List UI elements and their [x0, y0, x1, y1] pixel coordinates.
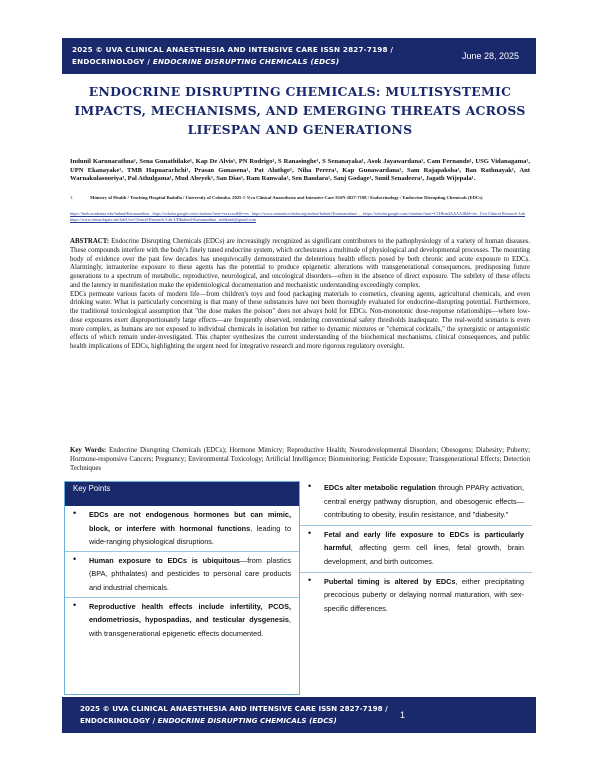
keywords [70, 447, 530, 474]
footer-line1: 2025 © UVA CLINICAL ANAESTHESIA AND INTENSIVE CARE ISSN 2827-7198 / [80, 704, 388, 713]
keywords-text: Endocrine Disrupting Chemicals (EDCs); Hormone Mimicry; Reproductive Health; Neurodevelopmental Disorders; Obesogens; Diabesity; Puberty; Hormone-responsive Cancers; Pregnancy; Environmental Toxicology; Artificial Intelligence; Biomonitoring; Pesticide Exposure; Transgenerational Effects; Detection Techniques [70, 447, 530, 472]
author-list: Indunil Karunarathna¹, Sena Gunathilake¹, Kap De Alvis¹, PN Rodrigo¹, S Ranasinghe¹, S Senanayaka¹, Asok Jayawardana¹, Cam Fernando¹, USG Vidanagama¹, UPN Ekanayake¹, TMB Hapuarachchi¹, Prasan Gunasena¹, Pat Aluthge¹, Niha Perera¹, Kap Gunawardana¹, Sam Rajapaksha¹, Ban Rathnayak¹, Ant Warnakulasooriya¹, Pal Athulgama¹, Mud Abeyek¹, San Dias¹, Ram Ranwala¹, Sen Bandara¹, Sanj Godage¹, Sunil Senadeera¹, Jagath Wijepala¹. [70, 158, 530, 183]
key-point-item [300, 479, 532, 525]
footer-line2-prefix: ENDOCRINOLOGY / [80, 716, 158, 725]
abstract-paragraph-2: EDCs permeate various facets of modern life—from children's toys and food packaging materials to cosmetics, cleaning agents, agricultural chemicals, and even drinking water. What is particularly concerning is that many of these substances have not been thoroughly evaluated for endocrine-disrupting potential. Furthermore, the traditional toxicological assumption that "the dose makes the poison" does not always hold for EDCs. Non-monotonic dose-response relationships—where low-dose exposures exert disproportionately large effects—are frequently observed, rendering conventional safety thresholds inadequate. The real-world scenario is even more complex, as humans are not exposed to individual chemicals in isolation but rather to dynamic mixtures or "chemical cocktails," the synergistic or antagonistic effects of which remain under-investigated. This chapter synthesizes the current understanding of the biochemical mechanisms, clinical consequences, and public health implications of EDCs, highlighting the urgent need for integrative research and more rigorous regulatory oversight. [70, 290, 530, 350]
key-point-bold: EDCs are not endogenous hormones but can mimic, block, or interfere with hormonal functions [89, 510, 291, 533]
key-point-bold: Fetal and early life exposure to EDCs is particularly harmful [324, 529, 524, 553]
key-point-text: , affecting germ cell lines, fetal growth, brain development, and birth outcomes. [324, 543, 524, 566]
abstract-text-1: Endocrine Disrupting Chemicals (EDCs) are increasingly recognized as significant contributors to the pathophysiology of a variety of human diseases. These compounds interfere with the body's finely tuned endocrine system, which orchestrates a multitude of physiological and developmental processes. The mounting body of evidence over the past few decades has unequivocally demonstrated the deleterious health effects posed by both chronic and acute exposure to EDCs. Alarmingly, intrauterine exposure to these agents has the potential to produce epigenetic alterations with transgenerational consequences, predisposing future generations to a spectrum of metabolic, reproductive, neurological, and oncological disorders—often in the absence of direct exposure. The subtlety of these effects and the latency in manifestation make the epidemiological documentation and mechanistic understanding exceedingly complex. [70, 238, 530, 289]
key-point-item [300, 572, 532, 619]
header-bar [62, 38, 536, 74]
header-line2-prefix: ENDOCRINOLOGY / [72, 57, 153, 66]
header-line2 [72, 56, 462, 68]
key-point-text: , either precipitating precocious puberty or delaying normal maturation, with sex-specific differences. [324, 576, 525, 613]
header-date: June 28, 2025 [462, 51, 520, 61]
key-point-bold: Reproductive health effects include infertility, PCOS, endometriosis, hypospadias, and testicular dysgenesis [89, 601, 291, 625]
key-point-item [65, 506, 299, 551]
footer-bar [62, 697, 536, 733]
affiliation-text: Ministry of Health / Teaching Hospital Badulla / University of Colombo. 2025 © Uva Clinical Anaesthesia and Intensive Care ISSN 2827-7198 / Endocrinology / Endocrine Disrupting Chemicals (EDCs) [90, 195, 483, 200]
header-line1: 2025 © UVA CLINICAL ANAESTHESIA AND INTENSIVE CARE ISSN 2827-7198 / [72, 45, 394, 54]
key-points-column-right [300, 479, 532, 693]
author-links-text[interactable]: https://lmib.academia.edu/IndunilKarunarathna , https://scholar.google.com/citations?user=xxxxxx&hl=en , https://www.semanticscholar.org/author/Indunil-Karunarathna/... , https://scholar.google.com/citations?user=C1HIrm4AAAAJ&hl=en , Uva Clinical Research Lab https://www.researchgate.net/lab/Uva-Clinical-Research-Lab-UDIndunil-Karunarathna , indikarul@gmail.com [70, 211, 525, 222]
footer-line2 [80, 715, 400, 727]
key-point-text: —from plastics (BPA, phthalates) and pesticides to personal care products and industrial chemicals. [89, 555, 292, 592]
header-journal-name: ENDOCRINE DISRUPTING CHEMICALS (EDCS) [152, 57, 340, 66]
key-point-item [65, 597, 299, 643]
key-point-item [300, 525, 532, 572]
key-point-bold: Human exposure to EDCs is ubiquitous [89, 555, 240, 565]
key-point-item [65, 551, 299, 597]
key-points-list-right [300, 479, 532, 618]
paper-title: ENDOCRINE DISRUPTING CHEMICALS: MULTISYSTEMIC IMPACTS, MECHANISMS, AND EMERGING THREATS ACROSS LIFESPAN AND GENERATIONS [74, 84, 526, 137]
abstract-label: ABSTRACT: [70, 238, 110, 245]
abstract [70, 238, 530, 352]
key-point-text: through PPARγ activation, central energy pathway disruption, and obesogenic effects—contributing to obesity, insulin resistance, and "diabesity." [324, 483, 524, 520]
key-points-heading: Key Points [65, 482, 299, 506]
footer-journal-name: ENDOCRINE DISRUPTING CHEMICALS (EDCS) [157, 716, 337, 725]
footer-journal-text [62, 703, 400, 727]
key-point-text: , leading to wide-ranging physiological disruptions. [89, 523, 292, 547]
page-number: 1 [400, 710, 406, 720]
affiliation-number: 1. [70, 195, 74, 200]
key-points-box [64, 481, 300, 695]
key-points-list-left [65, 506, 299, 642]
abstract-paragraph-1 [70, 238, 530, 291]
author-links[interactable] [70, 211, 530, 222]
key-point-bold: Pubertal timing is altered by EDCs [324, 576, 456, 586]
key-point-bold: EDCs alter metabolic regulation [324, 483, 436, 492]
key-point-text: , with transgenerational epigenetic effects documented. [89, 615, 291, 638]
affiliation [70, 195, 530, 201]
keywords-label: Key Words: [70, 447, 107, 454]
header-journal-text [62, 44, 462, 68]
